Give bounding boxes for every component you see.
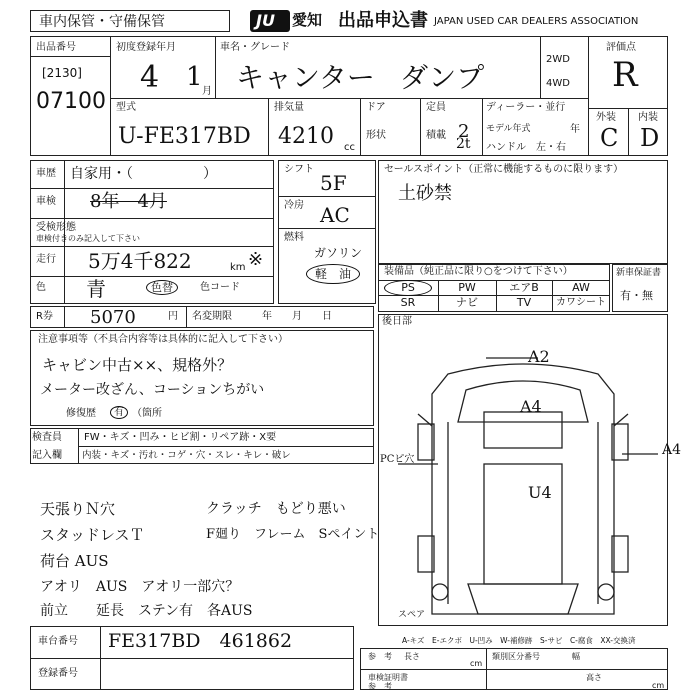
spare-label: スペア [398, 610, 426, 620]
ref-height: 高さ [586, 673, 602, 682]
ju-logo [250, 10, 290, 32]
lot-number-label: 出品番号 [36, 42, 76, 53]
logo-text: JU [256, 11, 275, 30]
equip-ps: PS [384, 280, 432, 296]
ac-value: AC [320, 203, 350, 227]
damage-legend: A-キズ E-エクボ U-凹み W-補修跡 S-サビ C-腐食 XX-交換済 [402, 636, 636, 645]
exterior-label: 外装 [596, 112, 616, 123]
equip-tv: TV [516, 296, 532, 309]
ref-width: 幅 [572, 652, 580, 661]
score-label: 評価点 [606, 42, 636, 53]
name-grade-label: 車名・グレード [220, 42, 290, 53]
fuel-diesel-circled: 軽 油 [306, 264, 360, 284]
warranty-options: 有・無 [620, 289, 653, 302]
model-year-label: モデル年式 [486, 124, 531, 134]
capacity-value: 2 [458, 121, 470, 142]
free-note-right-2: F廻り フレーム Sペイント [206, 527, 380, 542]
displacement-value: 4210 [278, 124, 334, 149]
sales-point-label: セールスポイント（正常に機能するものに限ります） [384, 164, 624, 175]
ref-cm-1: cm [470, 659, 483, 668]
equip-navi: ナビ [456, 296, 478, 309]
check-row-1: FW・キズ・凹み・ヒビ割・リペア跡・X要 [84, 432, 277, 443]
displacement-label: 排気量 [274, 102, 304, 113]
diagram-bed-mark: U4 [528, 483, 552, 502]
mileage-label: 走行 [36, 254, 56, 265]
shift-label: シフト [284, 164, 314, 175]
car-name: キャンター [236, 61, 375, 94]
storage-title: 車内保管・守備保管 [39, 14, 165, 30]
year-unit: 年 [570, 124, 580, 135]
cc-unit: cc [344, 142, 355, 153]
inspector-label: 検査員 [32, 432, 62, 443]
load-label: 積載 [426, 130, 446, 141]
diagram-roof-mark: A4 [520, 397, 542, 416]
color-label: 色 [36, 282, 46, 293]
warranty-label: 新車保証書 [616, 268, 662, 278]
rear-label: 後日部 [382, 316, 412, 327]
repair-yes-circled: 有 [110, 406, 128, 419]
ac-label: 冷房 [284, 200, 304, 211]
name-change-date: 年 月 日 [262, 311, 332, 322]
doors-label: ドア [366, 102, 386, 113]
fuel-label: 燃料 [284, 232, 304, 243]
ref-cert: 車検証明書 [368, 673, 408, 682]
storage-title-box [30, 10, 230, 32]
reg-year: 4 [140, 60, 160, 95]
lot-small-number: [2130] [42, 66, 82, 80]
chassis-number: FE317BD 461862 [108, 630, 293, 652]
note-line-2: メーター改ざん、コーションちがい [40, 382, 265, 398]
sales-point-block [378, 160, 668, 264]
chassis-label: 車台番号 [38, 636, 78, 647]
free-note-3: 荷台 AUS [40, 552, 109, 570]
repair-label: 修復歴 [66, 408, 96, 419]
km-unit: km [230, 262, 246, 273]
shift-value: 5F [320, 171, 347, 195]
car-grade: ダンプ [400, 61, 485, 94]
receipt-label: 受検形態 [36, 222, 76, 233]
color-change-circled: 色替 [146, 280, 178, 295]
inspection-label: 車検 [36, 196, 56, 207]
model-label: 型式 [116, 102, 136, 113]
drive-4wd: 4WD [546, 78, 570, 89]
free-note-2: スタッドレスＴ [40, 526, 145, 544]
month-unit: 月 [202, 86, 212, 97]
lot-number: 07100 [36, 89, 106, 114]
color-code-label: 色コード [200, 282, 240, 293]
model-code: U-FE317BD [118, 124, 251, 149]
ref-label-2: 参 考 [368, 682, 392, 691]
note-line-1: キャビン中古××、規格外？ [42, 356, 233, 374]
sales-point-value: 土砂禁 [398, 183, 452, 204]
dealer-label: ディーラー・並行 [486, 102, 566, 113]
equipment-label: 装備品（純正品に限り○をつけて下さい） [384, 266, 573, 277]
history-value: 自家用・（ ） [70, 166, 217, 182]
drive-2wd: 2WD [546, 54, 570, 65]
mileage-value: 5万4千822 [88, 249, 192, 273]
history-label: 車歴 [36, 168, 56, 179]
diagram-top-mark: A2 [528, 347, 550, 366]
equip-pw: PW [458, 281, 476, 294]
equip-aw: AW [572, 281, 590, 294]
name-change-label: 名変期限 [192, 311, 232, 322]
repair-location: （箇所 [132, 408, 162, 419]
recycle-amount: 5070 [90, 307, 136, 328]
diagram-right-mark: A4 [662, 442, 682, 458]
association-name: JAPAN USED CAR DEALERS ASSOCIATION [434, 16, 639, 27]
recycle-label: R券 [36, 311, 53, 322]
reg-month: 1 [186, 62, 203, 92]
mileage-mark: ※ [248, 249, 264, 270]
entry-label: 記入欄 [32, 450, 62, 461]
color-value: 青 [86, 277, 106, 301]
diagram-left-note: PCピ穴 [380, 454, 415, 465]
ref-cm-2: cm [652, 681, 665, 690]
free-note-4: アオリ AUS アオリ一部穴？ [40, 579, 240, 595]
score-value: R [612, 55, 638, 95]
free-note-1: 天張りＮ穴 [40, 500, 116, 518]
equip-leather: カワシート [556, 297, 606, 308]
free-note-5: 前立 延長 ステン有 各AUS [40, 603, 253, 619]
equip-sr: SR [400, 296, 416, 309]
interior-grade: D [640, 124, 660, 152]
capacity-label: 定員 [426, 102, 446, 113]
ref-label-1: 参 考 [368, 652, 392, 661]
free-note-right-1: クラッチ もどり悪い [206, 501, 346, 517]
org-name: 愛知 [292, 11, 323, 29]
ref-length: 長さ [404, 652, 420, 661]
yen-unit: 円 [168, 311, 178, 322]
handle-label: ハンドル 左・右 [486, 142, 566, 153]
truck-damage-diagram [378, 314, 668, 626]
notes-label: 注意事項等（不具合内容等は具体的に記入して下さい） [38, 334, 288, 345]
shape-label: 形状 [366, 130, 386, 141]
first-reg-label: 初度登録年月 [116, 42, 176, 53]
class-label: 類別区分番号 [492, 652, 540, 661]
exterior-grade: C [600, 124, 619, 152]
interior-label: 内装 [638, 112, 658, 123]
check-row-2: 内装・キズ・汚れ・コゲ・穴・スレ・キレ・破レ [82, 450, 291, 461]
receipt-note: 車検付きのみ記入して下さい [36, 234, 140, 243]
form-title: 出品申込書 [338, 10, 428, 31]
equip-airbag: エアB [509, 281, 539, 294]
inspection-value: 8年 4月 [90, 191, 167, 212]
load-value: 2t [456, 136, 471, 152]
fuel-gas: ガソリン [314, 246, 363, 260]
reg-number-label: 登録番号 [38, 668, 78, 679]
